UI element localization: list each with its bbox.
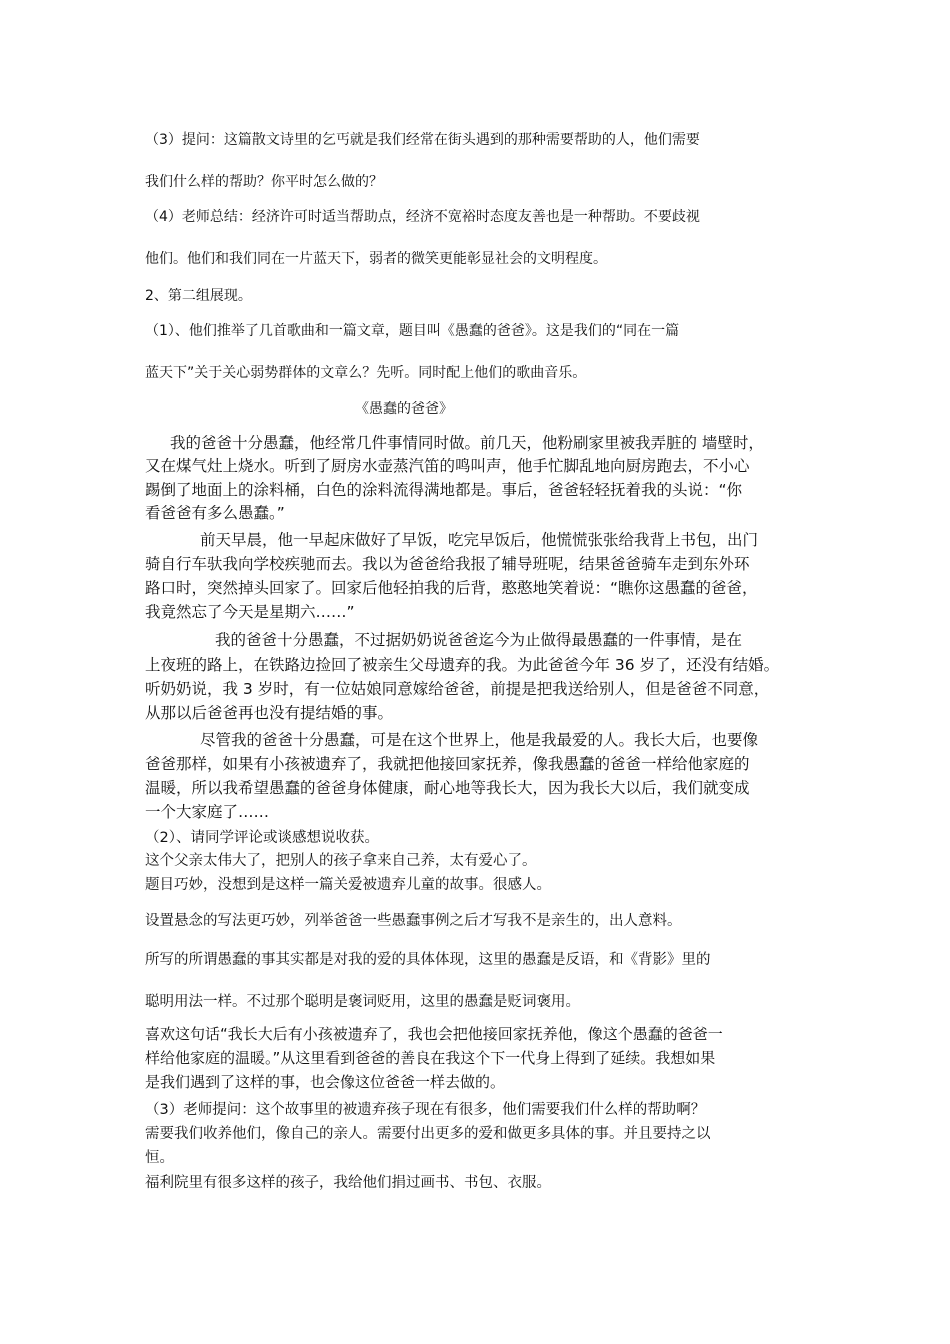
paragraph-line: 设置悬念的写法更巧妙，列举爸爸一些愚蠢事例之后才写我不是亲生的，出人意料。 bbox=[145, 913, 682, 929]
article-line: 我的爸爸十分愚蠢，他经常几件事情同时做。前几天，他粉刷家里被我弄脏的 墙壁时， bbox=[170, 434, 764, 452]
article-line: 尽管我的爸爸十分愚蠢，可是在这个世界上，他是我最爱的人。我长大后，也要像 bbox=[200, 731, 759, 749]
section-heading: 2、第二组展现。 bbox=[145, 288, 252, 304]
paragraph-line: 恒。 bbox=[145, 1150, 174, 1166]
article-line: 上夜班的路上，在铁路边捡回了被亲生父母遗弃的我。为此爸爸今年 36 岁了，还没有结婚。 bbox=[145, 656, 780, 674]
paragraph-line: （4）老师总结：经济许可时适当帮助点，经济不宽裕时态度友善也是一种帮助。不要歧视 bbox=[145, 209, 700, 225]
article-line: 温暖，所以我希望愚蠢的爸爸身体健康，耐心地等我长大，因为我长大以后，我们就变成 bbox=[145, 779, 750, 797]
paragraph-line: （3）老师提问：这个故事里的被遗弃孩子现在有很多，他们需要我们什么样的帮助啊？ bbox=[145, 1102, 706, 1118]
paragraph-line: 喜欢这句话“我长大后有小孩被遗弃了，我也会把他接回家抚养他，像这个愚蠢的爸爸一 bbox=[145, 1025, 723, 1043]
article-line: 爸爸那样，如果有小孩被遗弃了，我就把他接回家抚养，像我愚蠢的爸爸一样给他家庭的 bbox=[145, 755, 750, 773]
article-line: 前天早晨，他一早起床做好了早饭，吃完早饭后，他慌慌张张给我背上书包，出门 bbox=[200, 531, 759, 549]
paragraph-line: （3）提问：这篇散文诗里的乞丐就是我们经常在街头遇到的那种需要帮助的人，他们需要 bbox=[145, 132, 700, 148]
article-line: 从那以后爸爸再也没有提结婚的事。 bbox=[145, 704, 394, 722]
article-line: 骑自行车驮我向学校疾驰而去。我以为爸爸给我报了辅导班呢，结果爸爸骑车走到东外环 bbox=[145, 555, 750, 573]
paragraph-line: 这个父亲太伟大了，把别人的孩子拿来自己养，太有爱心了。 bbox=[145, 853, 537, 869]
paragraph-line: 所写的所谓愚蠢的事其实都是对我的爱的具体体现，这里的愚蠢是反语，和《背影》里的 bbox=[145, 952, 711, 968]
article-title: 《愚蠢的爸爸》 bbox=[355, 401, 453, 417]
article-line: 踢倒了地面上的涂料桶，白色的涂料流得满地都是。事后，爸爸轻轻抚着我的头说：“你 bbox=[145, 481, 743, 499]
paragraph-line: 他们。他们和我们同在一片蓝天下，弱者的微笑更能彰显社会的文明程度。 bbox=[145, 251, 607, 267]
paragraph-line: 样给他家庭的温暖。”从这里看到爸爸的善良在我这个下一代身上得到了延续。我想如果 bbox=[145, 1049, 716, 1067]
article-line: 又在煤气灶上烧水。听到了厨房水壶蒸汽笛的鸣叫声，他手忙脚乱地向厨房跑去，不小心 bbox=[145, 457, 750, 475]
paragraph-line: 题目巧妙，没想到是这样一篇关爱被遗弃儿童的故事。很感人。 bbox=[145, 877, 551, 893]
paragraph-line: （1）、他们推举了几首歌曲和一篇文章，题目叫《愚蠢的爸爸》。这是我们的“同在一篇 bbox=[145, 323, 680, 339]
paragraph-line: （2）、请同学评论或谈感想说收获。 bbox=[145, 830, 379, 846]
article-line: 一个大家庭了…… bbox=[145, 803, 270, 821]
paragraph-line: 是我们遇到了这样的事，也会像这位爸爸一样去做的。 bbox=[145, 1073, 506, 1091]
article-line: 路口时，突然掉头回家了。回家后他轻拍我的后背，憨憨地笑着说：“瞧你这愚蠢的爸爸， bbox=[145, 579, 758, 597]
paragraph-line: 福利院里有很多这样的孩子，我给他们捐过画书、书包、衣服。 bbox=[145, 1175, 551, 1191]
article-line: 听奶奶说，我 3 岁时，有一位姑娘同意嫁给爸爸，前提是把我送给别人，但是爸爸不同意， bbox=[145, 680, 770, 698]
paragraph-line: 聪明用法一样。不过那个聪明是褒词贬用，这里的愚蠢是贬词褒用。 bbox=[145, 994, 580, 1010]
article-line: 我的爸爸十分愚蠢，不过据奶奶说爸爸迄今为止做得最愚蠢的一件事情，是在 bbox=[215, 631, 743, 649]
paragraph-line: 蓝天下”关于关心弱势群体的文章么？先听。同时配上他们的歌曲音乐。 bbox=[145, 365, 587, 381]
article-line: 我竟然忘了今天是星期六……” bbox=[145, 603, 355, 621]
paragraph-line: 我们什么样的帮助？你平时怎么做的？ bbox=[145, 174, 383, 190]
article-line: 看爸爸有多么愚蠢。” bbox=[145, 504, 285, 522]
paragraph-line: 需要我们收养他们，像自己的亲人。需要付出更多的爱和做更多具体的事。并且要持之以 bbox=[145, 1126, 711, 1142]
